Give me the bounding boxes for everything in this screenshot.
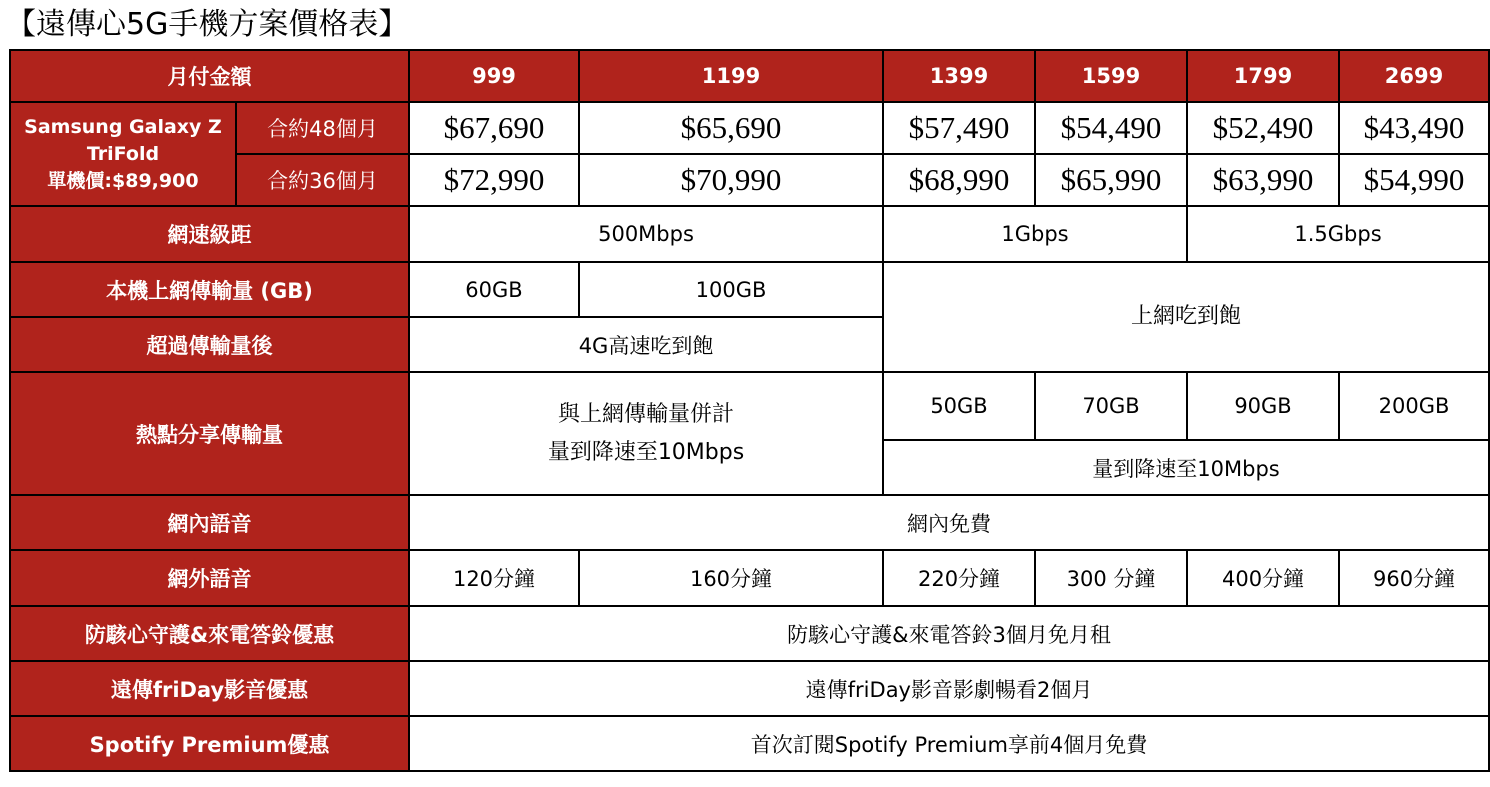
hotspot-shared <box>409 372 883 495</box>
voice-on-row <box>10 495 1489 550</box>
speed-label: 網速級距 <box>10 206 409 262</box>
voice-off-2699: 960分鐘 <box>1339 550 1489 606</box>
data-label: 本機上網傳輸量 (GB) <box>10 262 409 317</box>
over-value: 4G高速吃到飽 <box>409 317 883 372</box>
hotspot-90gb: 90GB <box>1187 372 1339 440</box>
price-36-1599: $65,990 <box>1035 154 1187 206</box>
price-36-2699: $54,990 <box>1339 154 1489 206</box>
price-48-1199: $65,690 <box>579 102 883 154</box>
voice-off-label: 網外語音 <box>10 550 409 606</box>
fraud-value: 防駭心守護&來電答鈴3個月免月租 <box>409 606 1489 661</box>
plan-1199-header: 1199 <box>579 50 883 102</box>
hotspot-label: 熱點分享傳輸量 <box>10 372 409 495</box>
device-price: 單機價:$89,900 <box>47 169 199 192</box>
voice-on-value: 網內免費 <box>409 495 1489 550</box>
hotspot-shared-line1: 與上網傳輸量併計 <box>558 401 735 427</box>
plan-1399-header: 1399 <box>883 50 1035 102</box>
plan-2699-header: 2699 <box>1339 50 1489 102</box>
hotspot-200gb: 200GB <box>1339 372 1489 440</box>
data-60gb: 60GB <box>409 262 579 317</box>
voice-off-1199: 160分鐘 <box>579 550 883 606</box>
price-36-999: $72,990 <box>409 154 579 206</box>
hotspot-shared-line2: 量到降速至10Mbps <box>547 439 745 465</box>
voice-off-1599: 300 分鐘 <box>1035 550 1187 606</box>
plan-1799-header: 1799 <box>1187 50 1339 102</box>
friday-row <box>10 661 1489 716</box>
fraud-row <box>10 606 1489 661</box>
price-36-1199: $70,990 <box>579 154 883 206</box>
hotspot-row <box>10 372 1489 440</box>
friday-label: 遠傳friDay影音優惠 <box>10 661 409 716</box>
speed-500mbps: 500Mbps <box>409 206 883 262</box>
voice-off-1399: 220分鐘 <box>883 550 1035 606</box>
price-48-999: $67,690 <box>409 102 579 154</box>
spotify-row <box>10 716 1489 771</box>
plan-999-header: 999 <box>409 50 579 102</box>
device-name-line1: Samsung Galaxy Z <box>24 115 222 138</box>
term-36-label: 合約36個月 <box>236 154 409 206</box>
fraud-label: 防駭心守護&來電答鈴優惠 <box>10 606 409 661</box>
speed-1-5gbps: 1.5Gbps <box>1187 206 1489 262</box>
price-row-48 <box>10 102 1489 154</box>
voice-off-999: 120分鐘 <box>409 550 579 606</box>
header-row <box>10 50 1489 102</box>
device-name-line2: TriFold <box>86 142 160 165</box>
hotspot-70gb: 70GB <box>1035 372 1187 440</box>
data-100gb: 100GB <box>579 262 883 317</box>
plan-price-table <box>9 49 1490 772</box>
voice-off-1799: 400分鐘 <box>1187 550 1339 606</box>
voice-off-row <box>10 550 1489 606</box>
price-48-2699: $43,490 <box>1339 102 1489 154</box>
price-36-1799: $63,990 <box>1187 154 1339 206</box>
data-row <box>10 262 1489 317</box>
price-48-1599: $54,490 <box>1035 102 1187 154</box>
page-title: 【遠傳心5G手機方案價格表】 <box>6 7 409 42</box>
spotify-label: Spotify Premium優惠 <box>10 716 409 771</box>
voice-on-label: 網內語音 <box>10 495 409 550</box>
device-info <box>10 102 236 206</box>
term-48-label: 合約48個月 <box>236 102 409 154</box>
hotspot-throttle: 量到降速至10Mbps <box>883 440 1489 495</box>
price-48-1399: $57,490 <box>883 102 1035 154</box>
data-unlimited: 上網吃到飽 <box>883 262 1489 372</box>
friday-value: 遠傳friDay影音影劇暢看2個月 <box>409 661 1489 716</box>
speed-1gbps: 1Gbps <box>883 206 1187 262</box>
monthly-fee-label: 月付金額 <box>10 50 409 102</box>
speed-row <box>10 206 1489 262</box>
hotspot-50gb: 50GB <box>883 372 1035 440</box>
over-label: 超過傳輸量後 <box>10 317 409 372</box>
spotify-value: 首次訂閱Spotify Premium享前4個月免費 <box>409 716 1489 771</box>
price-48-1799: $52,490 <box>1187 102 1339 154</box>
price-36-1399: $68,990 <box>883 154 1035 206</box>
plan-1599-header: 1599 <box>1035 50 1187 102</box>
